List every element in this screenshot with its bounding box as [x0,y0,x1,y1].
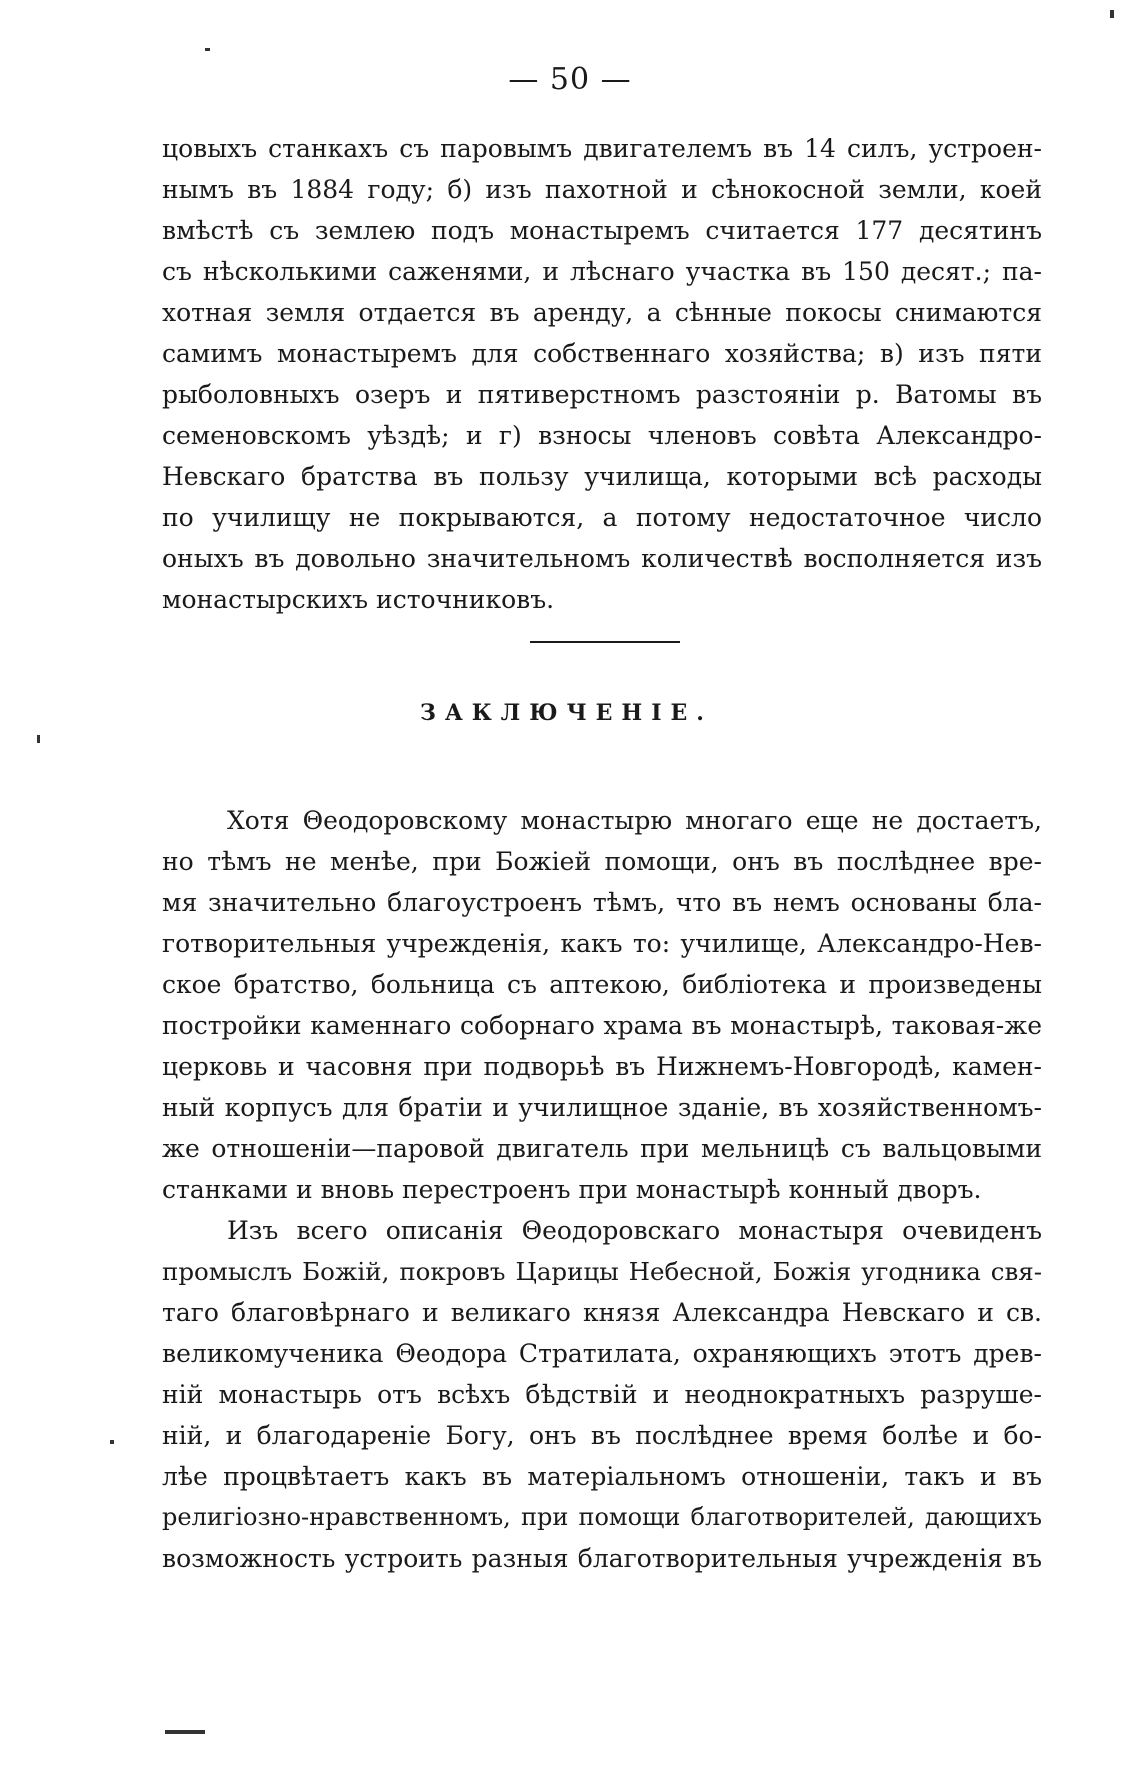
text-line: вмѣстѣ съ землею подъ монастыремъ считается 177 десятинъ [162,216,1042,245]
text-line: хотная земля отдается въ аренду, а сѣнные покосы снимаются [162,298,1042,327]
text-line: ный корпусъ для братіи и училищное зданіе, въ хозяйственномъ- [162,1093,1042,1122]
text-line: лѣе процвѣтаетъ какъ въ матеріальномъ отношеніи, такъ и въ [162,1462,1042,1491]
text-line: по училищу не покрываются, а потому недостаточное число [162,503,1042,532]
text-line: Хотя Θеодоровскому монастырю многаго еще не достаетъ, [227,806,1042,835]
text-line: промыслъ Божій, покровъ Царицы Небесной, Божія угодника свя- [162,1257,1042,1286]
text-line: готворительныя учрежденія, какъ то: училище, Александро-Нев- [162,929,1042,958]
text-line: самимъ монастыремъ для собственнаго хозяйства; в) изъ пяти [162,339,1042,368]
scan-speck [165,1730,205,1734]
scan-speck [1110,10,1114,18]
text-line: возможность устроить разныя благотворительныя учрежденія въ [162,1544,1042,1573]
text-line: станками и вновь перестроенъ при монастырѣ конный дворъ. [162,1175,982,1204]
text-line: цовыхъ станкахъ съ паровымъ двигателемъ въ 14 силъ, устроен- [162,134,1042,163]
text-line: рыболовныхъ озеръ и пятиверстномъ разстояніи р. Ватомы въ [162,380,1042,409]
text-line: церковь и часовня при подворьѣ въ Нижнемъ-Новгородѣ, камен- [162,1052,1042,1081]
text-line: ское братство, больница съ аптекою, библіотека и произведены [162,970,1042,999]
text-line: Изъ всего описанія Θеодоровскаго монастыря очевиденъ [227,1216,1042,1245]
text-line: же отношеніи—паровой двигатель при мельницѣ съ вальцовыми [162,1134,1042,1163]
scan-speck [110,1440,114,1444]
section-heading: ЗАКЛЮЧЕНІЕ. [420,700,713,726]
text-line: оныхъ въ довольно значительномъ количествѣ восполняется изъ [162,544,1042,573]
conclusion-paragraphs [162,800,1042,1579]
text-line: монастырскихъ источниковъ. [162,585,555,614]
text-line: таго благовѣрнаго и великаго князя Александра Невскаго и св. [162,1298,1042,1327]
text-line: ній монастырь отъ всѣхъ бѣдствій и неоднократныхъ разруше- [162,1380,1042,1409]
section-divider [530,641,680,643]
text-line: но тѣмъ не менѣе, при Божіей помощи, онъ въ послѣднее вре- [162,847,1042,876]
text-line: ній, и благодареніе Богу, онъ въ послѣднее время болѣе и бо- [162,1421,1042,1450]
page-number: — 50 — [508,62,632,97]
text-line: религіозно-нравственномъ, при помощи благотворителей, дающихъ [162,1503,1042,1531]
scan-speck [37,735,40,743]
text-line: съ нѣсколькими саженями, и лѣснаго участка въ 150 десят.; па- [162,257,1042,286]
text-line: постройки каменнаго соборнаго храма въ монастырѣ, таковая-же [162,1011,1042,1040]
text-line: нымъ въ 1884 году; б) изъ пахотной и сѣнокосной земли, коей [162,175,1042,204]
scan-speck [205,48,210,51]
text-line: Невскаго братства въ пользу училища, которыми всѣ расходы [162,462,1042,491]
text-line: великомученика Θеодора Стратилата, охраняющихъ этотъ древ- [162,1339,1042,1368]
text-line: мя значительно благоустроенъ тѣмъ, что въ немъ основаны бла- [162,888,1042,917]
text-line: семеновскомъ уѣздѣ; и г) взносы членовъ совѣта Александро- [162,421,1042,450]
top-paragraph [162,128,1042,620]
